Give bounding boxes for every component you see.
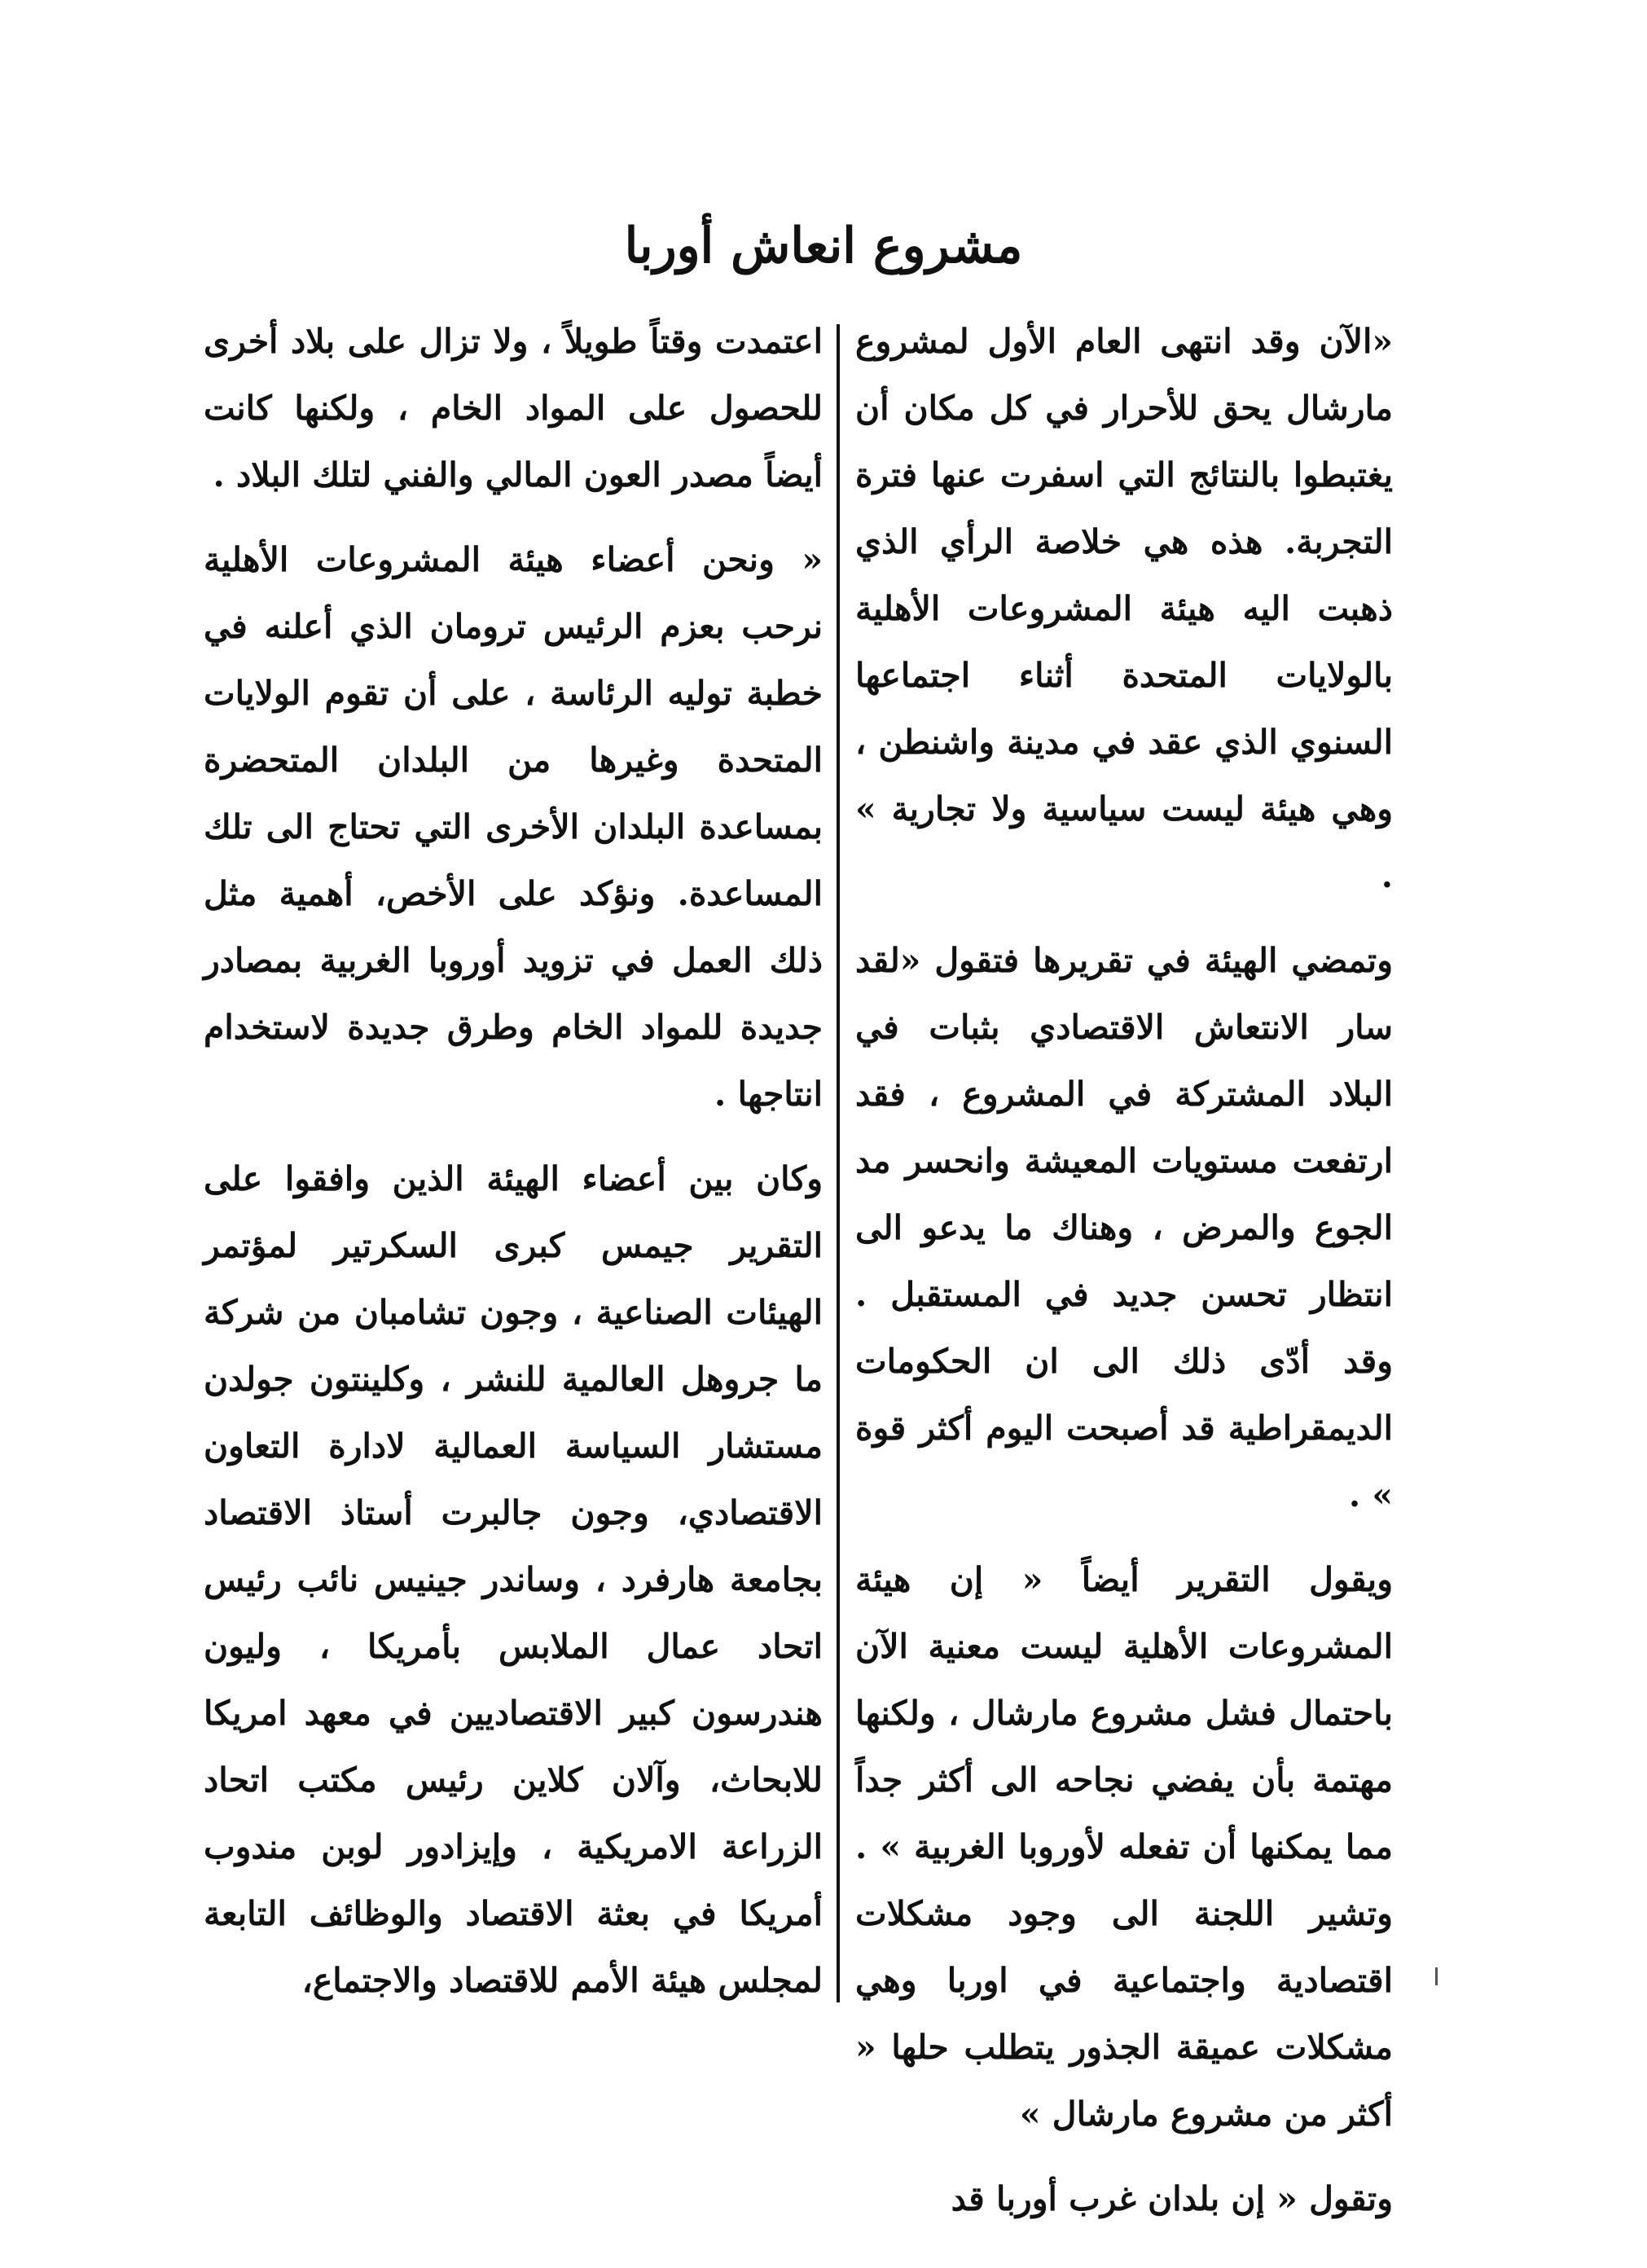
paragraph: «الآن وقد انتهى العام الأول لمشروع مارشال يحق للأحرار في كل مكان أن يغتبطوا بالنتائج التي اسفرت عنها فترة التجربة. هذه هي خلاصة الرأي الذي ذهبت اليه هيئة المشروعات الأهلية بالولايات المتحدة أثناء اجتماعها السنوي الذي عقد في مدينة واشنطن ، وهي هيئة ليست سياسية ولا تجارية » . bbox=[855, 322, 1393, 895]
paragraph: وتقول « إن بلدان غرب أوربا قد bbox=[951, 2179, 1393, 2218]
scan-edge-mark bbox=[1435, 1967, 1438, 1985]
column-divider bbox=[837, 324, 840, 2002]
paragraph: ويقول التقرير أيضاً « إن هيئة المشروعات الأهلية ليست معنية الآن باحتمال فشل مشروع مارشال ، ولكنها مهتمة بأن يفضي نجاحه الى أكثر جداً مما يمكنها أن تفعله لأوروبا الغربية » . وتشير اللجنة الى وجود مشكلات اقتصادية واجتماعية في اوربا وهي مشكلات عميقة الجذور يتطلب حلها « أكثر من مشروع مارشال » bbox=[855, 1560, 1393, 2134]
paragraph: اعتمدت وقتاً طويلاً ، ولا تزال على بلاد أخرى للحصول على المواد الخام ، ولكنها كانت أيضاً مصدر العون المالي والفني لتلك البلاد . bbox=[204, 322, 823, 494]
article-title: مشروع انعاش أوربا bbox=[624, 218, 1023, 275]
left-column bbox=[204, 308, 823, 2019]
right-column bbox=[855, 308, 1393, 2218]
paragraph: وتمضي الهيئة في تقريرها فتقول «لقد سار الانتعاش الاقتصادي بثبات في البلاد المشتركة في المشروع ، فقد ارتفعت مستويات المعيشة وانحسر مد الجوع والمرض ، وهناك ما يدعو الى انتظار تحسن جديد في المستقبل . وقد أدّى ذلك الى ان الحكومات الديمقراطية قد أصبحت اليوم أكثر قوة » . bbox=[855, 941, 1393, 1514]
paragraph: « ونحن أعضاء هيئة المشروعات الأهلية نرحب بعزم الرئيس ترومان الذي أعلنه في خطبة توليه الرئاسة ، على أن تقوم الولايات المتحدة وغيرها من البلدان المتحضرة بمساعدة البلدان الأخرى التي تحتاج الى تلك المساعدة. ونؤكد على الأخص، أهمية مثل ذلك العمل في تزويد أوروبا الغربية بمصادر جديدة للمواد الخام وطرق جديدة لاستخدام انتاجها . bbox=[204, 540, 823, 1114]
paragraph: وكان بين أعضاء الهيئة الذين وافقوا على التقرير جيمس كبرى السكرتير لمؤتمر الهيئات الصناعية ، وجون تشامبان من شركة ما جروهل العالمية للنشر ، وكلينتون جولدن مستشار السياسة العمالية لادارة التعاون الاقتصادي، وجون جالبرت أستاذ الاقتصاد بجامعة هارفرد ، وساندر جينيس نائب رئيس اتحاد عمال الملابس بأمريكا ، وليون هندرسون كبير الاقتصاديين في معهد امريكا للابحاث، وآلان كلاين رئيس مكتب اتحاد الزراعة الامريكية ، وإيزادور لوبن مندوب أمريكا في بعثة الاقتصاد والوظائف التابعة لمجلس هيئة الأمم للاقتصاد والاجتماع، bbox=[204, 1159, 823, 2000]
